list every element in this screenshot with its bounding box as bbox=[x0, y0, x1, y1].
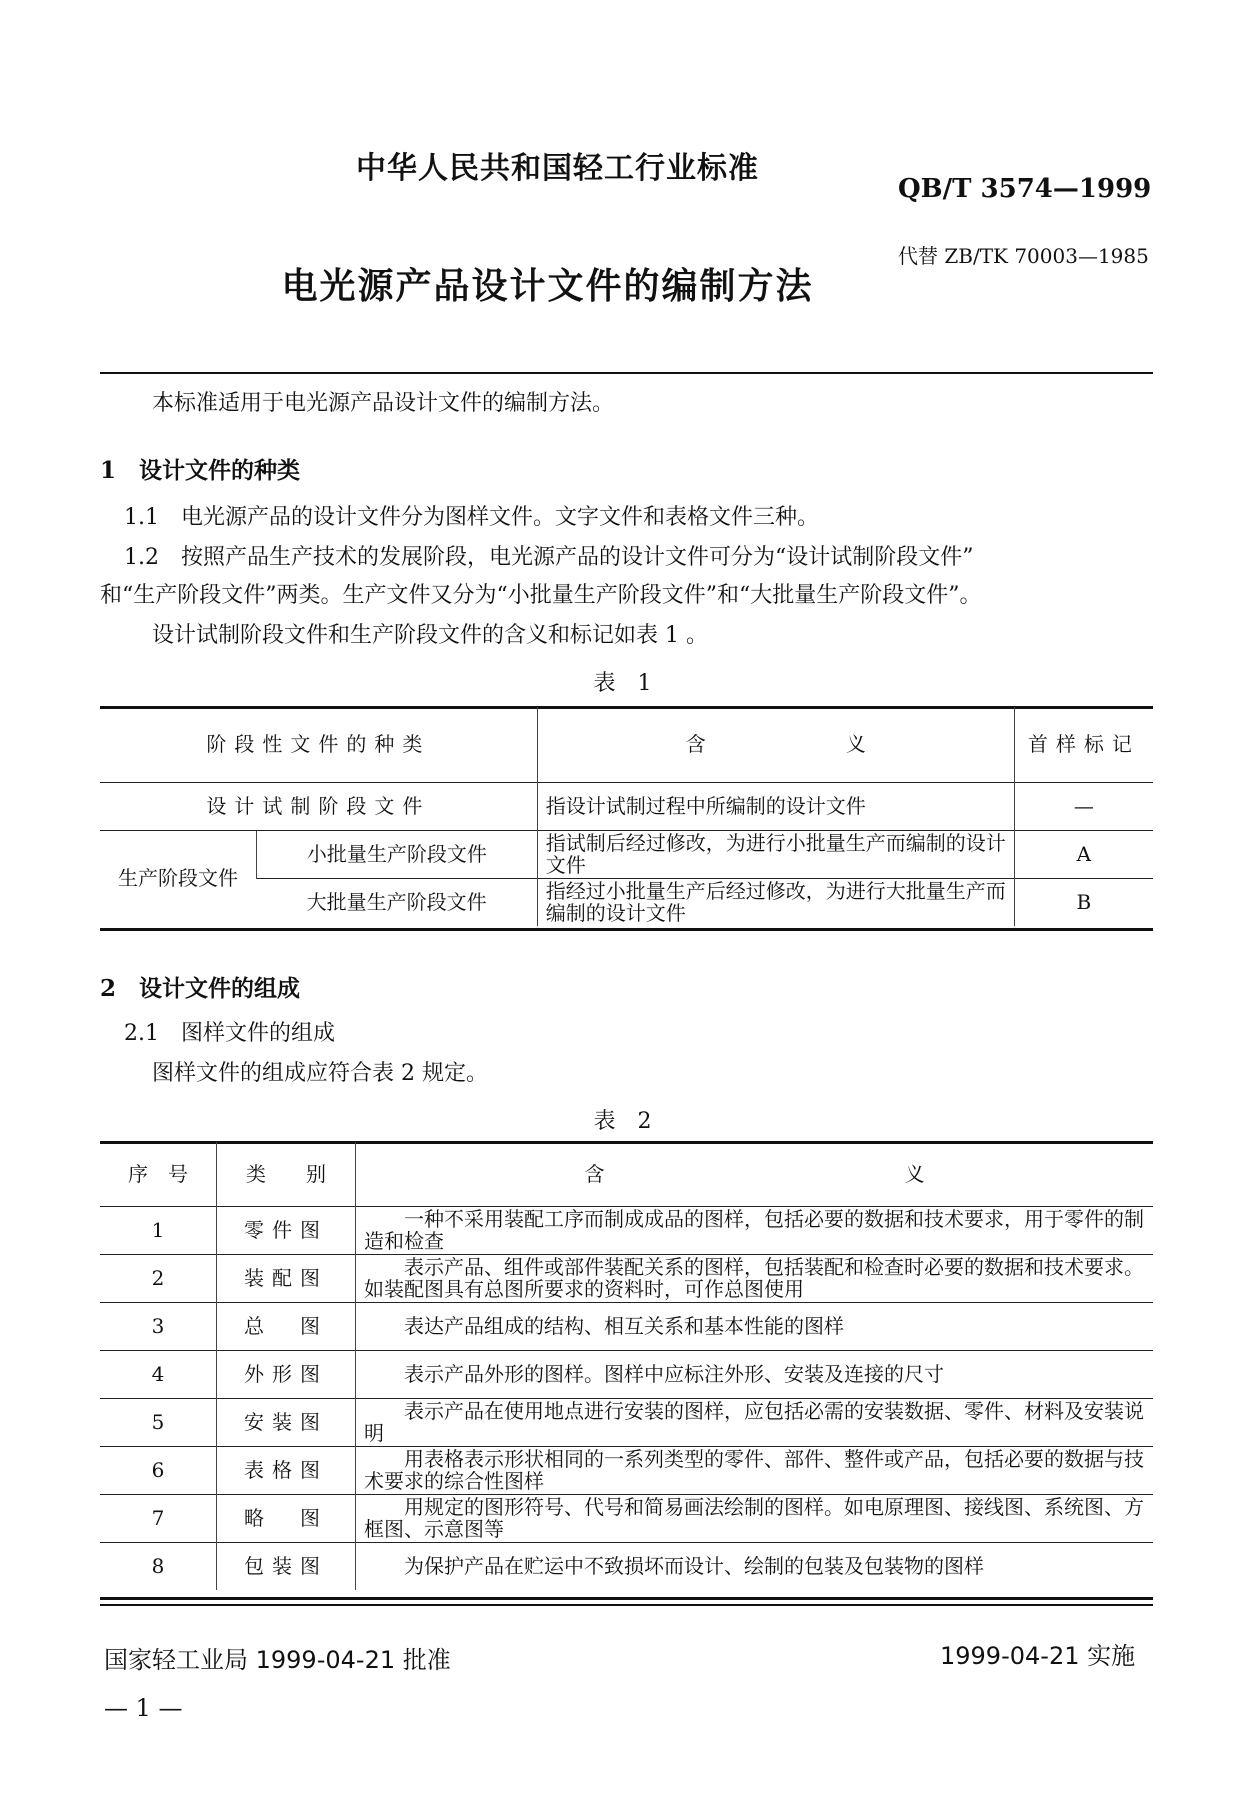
section-2-heading: 2 设计文件的组成 bbox=[100, 975, 301, 1002]
intro-text: 本标准适用于电光源产品设计文件的编制方法。 bbox=[152, 391, 615, 416]
table-1-header-type: 阶段性文件的种类 bbox=[206, 732, 431, 757]
table-2-row-category: 总 图 bbox=[217, 1302, 356, 1350]
table-2-header-meaning: 含 义 bbox=[356, 1142, 1154, 1206]
table-2-header-category: 类 别 bbox=[217, 1142, 356, 1206]
table-2-row-meaning: 为保护产品在贮运中不致损坏而设计、绘制的包装及包装物的图样 bbox=[356, 1542, 1154, 1590]
table-2-caption: 表 2 bbox=[593, 1109, 652, 1134]
table-2-row-no: 2 bbox=[100, 1254, 217, 1302]
page-number: — 1 — bbox=[104, 1694, 183, 1722]
section-1-2-line1: 1.2 按照产品生产技术的发展阶段，电光源产品的设计文件可分为“设计试制阶段文件” bbox=[124, 545, 974, 570]
document-title: 电光源产品设计文件的编制方法 bbox=[281, 266, 814, 307]
table-1-row-2-type: 小批量生产阶段文件 bbox=[257, 830, 538, 878]
org-title: 中华人民共和国轻工行业标准 bbox=[356, 151, 759, 186]
table-2-row-category: 包装图 bbox=[217, 1542, 356, 1590]
table-2-row-meaning: 一种不采用装配工序而制成成品的图样，包括必要的数据和技术要求，用于零件的制造和检查 bbox=[356, 1206, 1154, 1254]
section-1-heading: 1 设计文件的种类 bbox=[100, 457, 301, 484]
table-2-header-no: 序 号 bbox=[128, 1161, 188, 1186]
table-1-row-2-mark: A bbox=[1014, 830, 1153, 878]
standard-code: QB/T 3574—1999 bbox=[898, 174, 1152, 204]
table-2-bottom-rule bbox=[100, 1597, 1153, 1600]
section-1-2-line2: 和“生产阶段文件”两类。生产文件又分为“小批量生产阶段文件”和“大批量生产阶段文件”。 bbox=[100, 583, 982, 608]
table-1-header-meaning: 含 义 bbox=[537, 707, 1014, 782]
table-2-header-row bbox=[100, 1142, 1153, 1206]
table-2-row-meaning: 表示产品、组件或部件装配关系的图样，包括装配和检查时必要的数据和技术要求。如装配图具有总图所要求的资料时，可作总图使用 bbox=[356, 1254, 1154, 1302]
table-row bbox=[100, 878, 1153, 926]
table-2-row-category: 装配图 bbox=[217, 1254, 356, 1302]
table-2-row-meaning: 用规定的图形符号、代号和简易画法绘制的图样。如电原理图、接线图、系统图、方框图、示意图等 bbox=[356, 1494, 1154, 1542]
table-1 bbox=[100, 707, 1153, 926]
table-1-row-3-meaning: 指经过小批量生产后经过修改，为进行大批量生产而编制的设计文件 bbox=[537, 878, 1014, 926]
table-1-group-production: 生产阶段文件 bbox=[100, 830, 257, 926]
table-row bbox=[100, 782, 1153, 830]
table-row bbox=[100, 1494, 1153, 1542]
table-1-row-3-type: 大批量生产阶段文件 bbox=[257, 878, 538, 926]
table-2-row-category: 零件图 bbox=[217, 1206, 356, 1254]
table-1-header-mark: 首样标记 bbox=[1014, 707, 1153, 782]
table-1-row-2-meaning: 指试制后经过修改，为进行小批量生产而编制的设计文件 bbox=[537, 830, 1014, 878]
table-1-row-1-type: 设计试制阶段文件 bbox=[100, 782, 537, 830]
table-1-row-1-mark: — bbox=[1014, 782, 1153, 830]
table-2-row-no: 8 bbox=[100, 1542, 217, 1590]
table-row bbox=[100, 1398, 1153, 1446]
table-row bbox=[100, 1446, 1153, 1494]
table-row bbox=[100, 1302, 1153, 1350]
header-rule bbox=[100, 372, 1153, 374]
table-2-row-category: 安装图 bbox=[217, 1398, 356, 1446]
table-2-row-no: 1 bbox=[100, 1206, 217, 1254]
replaces-note: 代替 ZB/TK 70003—1985 bbox=[898, 244, 1149, 268]
table-2-row-meaning: 表达产品组成的结构、相互关系和基本性能的图样 bbox=[356, 1302, 1154, 1350]
table-row bbox=[100, 830, 1153, 878]
approval-note: 国家轻工业局 1999-04-21 批准 bbox=[104, 1646, 451, 1674]
table-2-row-category: 外形图 bbox=[217, 1350, 356, 1398]
table-2-row-no: 3 bbox=[100, 1302, 217, 1350]
table-2-row-category: 表格图 bbox=[217, 1446, 356, 1494]
table-row bbox=[100, 1542, 1153, 1590]
table-2-row-no: 7 bbox=[100, 1494, 217, 1542]
table-row bbox=[100, 1350, 1153, 1398]
table-1-row-1-meaning: 指设计试制过程中所编制的设计文件 bbox=[537, 782, 1014, 830]
table-2-row-meaning: 表示产品外形的图样。图样中应标注外形、安装及连接的尺寸 bbox=[356, 1350, 1154, 1398]
table-1-bottom-rule bbox=[100, 928, 1153, 931]
table-1-caption: 表 1 bbox=[593, 671, 652, 696]
table-2-row-meaning: 用表格表示形状相同的一系列类型的零件、部件、整件或产品，包括必要的数据与技术要求的综合性图样 bbox=[356, 1446, 1154, 1494]
table-1-header-row bbox=[100, 707, 1153, 782]
section-1-1-text: 1.1 电光源产品的设计文件分为图样文件。文字文件和表格文件三种。 bbox=[124, 505, 819, 530]
table-1-row-3-mark: B bbox=[1014, 878, 1153, 926]
table-2-row-category: 略 图 bbox=[217, 1494, 356, 1542]
table-2-row-no: 5 bbox=[100, 1398, 217, 1446]
effective-date: 1999-04-21 实施 bbox=[940, 1642, 1136, 1670]
table-2 bbox=[100, 1142, 1153, 1590]
table-row bbox=[100, 1254, 1153, 1302]
table-2-row-no: 4 bbox=[100, 1350, 217, 1398]
section-2-1-text: 图样文件的组成应符合表 2 规定。 bbox=[152, 1061, 488, 1086]
table-2-row-meaning: 表示产品在使用地点进行安装的图样，应包括必需的安装数据、零件、材料及安装说明 bbox=[356, 1398, 1154, 1446]
section-1-3-text: 设计试制阶段文件和生产阶段文件的含义和标记如表 1 。 bbox=[152, 623, 708, 648]
table-row bbox=[100, 1206, 1153, 1254]
section-2-1-heading: 2.1 图样文件的组成 bbox=[124, 1021, 335, 1046]
table-2-bottom-rule-inner bbox=[100, 1604, 1153, 1606]
table-2-row-no: 6 bbox=[100, 1446, 217, 1494]
